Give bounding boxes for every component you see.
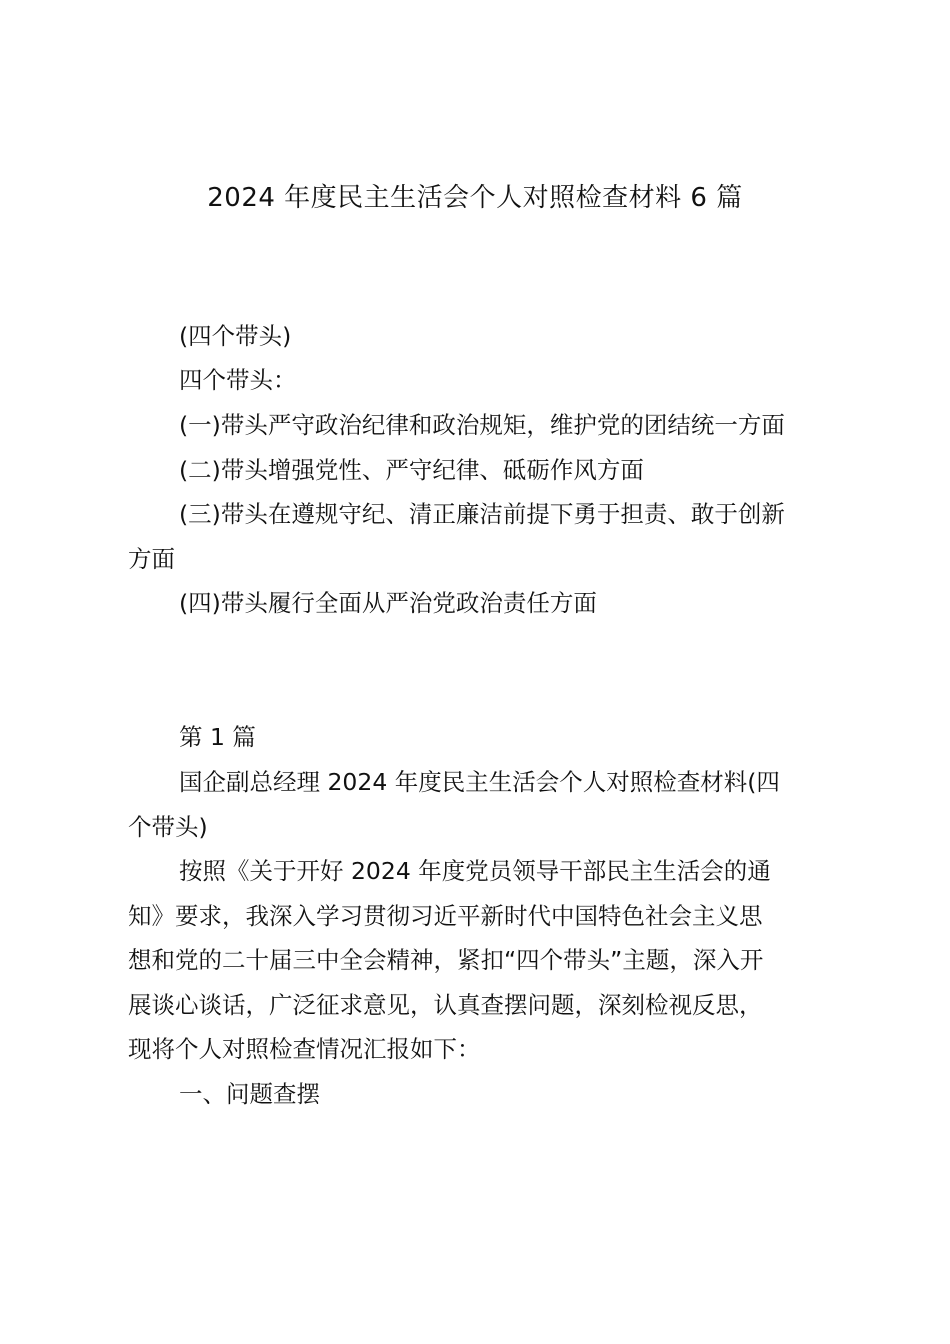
intro-heading bbox=[128, 358, 828, 403]
section-1-body-line-4: 展谈心谈话，广泛征求意见，认真查摆问题，深刻检视反思， bbox=[128, 990, 763, 1019]
intro-item-1 bbox=[128, 403, 828, 448]
section-1-label bbox=[128, 715, 828, 760]
intro-item-2 bbox=[128, 448, 828, 493]
intro-subtitle bbox=[128, 314, 828, 359]
intro-item-1-text: (一)带头严守政治纪律和政治规矩，维护党的团结统一方面 bbox=[179, 411, 785, 439]
intro-item-3-line-2: 方面 bbox=[128, 544, 175, 573]
section-1-body bbox=[128, 849, 828, 1072]
intro-item-3 bbox=[128, 492, 828, 581]
section-1-body-line-5: 现将个人对照检查情况汇报如下： bbox=[128, 1035, 481, 1064]
intro-subtitle-text: (四个带头) bbox=[179, 322, 292, 350]
section-1-label-text: 第 1 篇 bbox=[179, 723, 256, 751]
section-1-heading bbox=[128, 760, 828, 849]
section-1-subheading-text: 一、问题查摆 bbox=[179, 1080, 320, 1108]
section-1-heading-line-2: 个带头) bbox=[128, 812, 208, 841]
intro-item-3-line-1: (三)带头在遵规守纪、清正廉洁前提下勇于担责、敢于创新 bbox=[179, 500, 785, 528]
intro-item-2-text: (二)带头增强党性、严守纪律、砥砺作风方面 bbox=[179, 456, 644, 484]
section-1-body-line-2: 知》要求，我深入学习贯彻习近平新时代中国特色社会主义思 bbox=[128, 901, 763, 930]
intro-item-4 bbox=[128, 581, 828, 626]
intro-item-4-text: (四)带头履行全面从严治党政治责任方面 bbox=[179, 589, 597, 617]
document-title: 2024 年度民主生活会个人对照检查材料 6 篇 bbox=[207, 183, 743, 213]
section-1-body-line-3: 想和党的二十届三中全会精神，紧扣“四个带头”主题，深入开 bbox=[128, 946, 764, 975]
section-1-subheading bbox=[128, 1072, 828, 1117]
section-1-heading-line-1: 国企副总经理 2024 年度民主生活会个人对照检查材料(四 bbox=[179, 768, 780, 796]
section-1-body-line-1: 按照《关于开好 2024 年度党员领导干部民主生活会的通 bbox=[179, 857, 771, 885]
intro-heading-text: 四个带头： bbox=[179, 366, 297, 394]
